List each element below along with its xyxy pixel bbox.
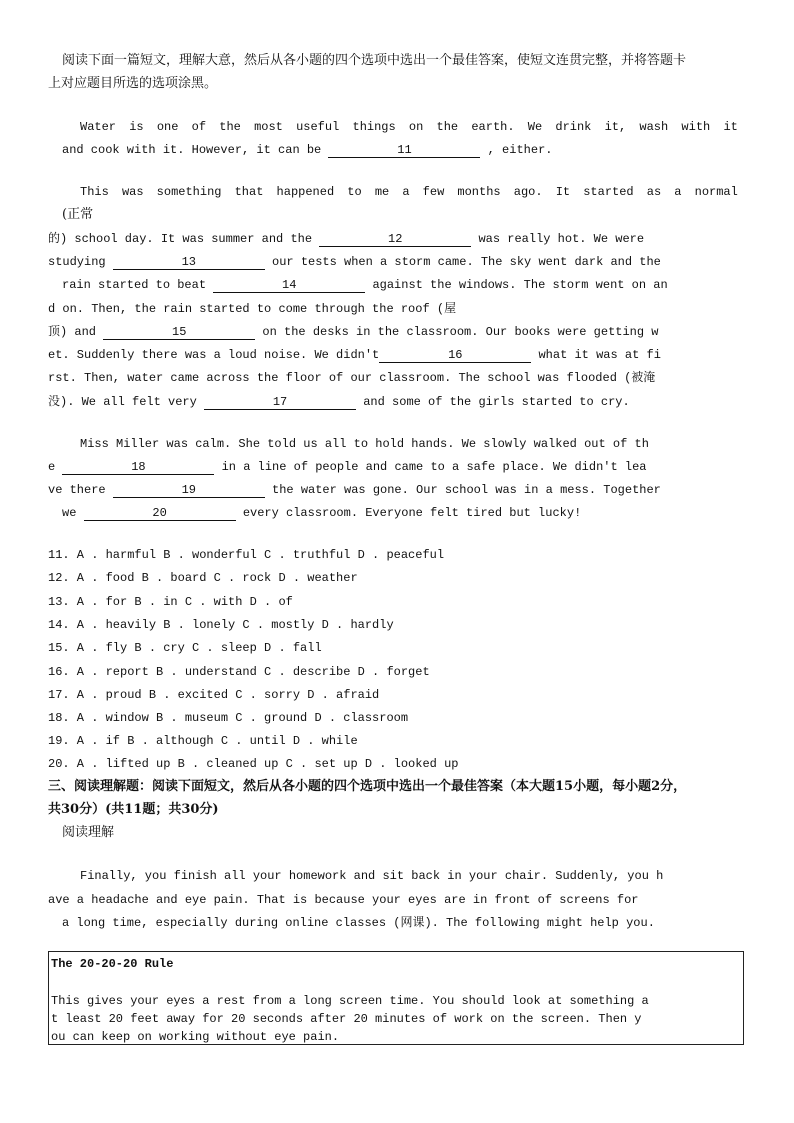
word: was [121, 185, 144, 199]
option-19: 19. A . if B . although C . until D . while [48, 734, 358, 748]
word: the [219, 120, 241, 134]
text-segment: 顶) and [48, 325, 97, 339]
blank-15: 15 [103, 325, 255, 340]
blank-12: 12 [319, 232, 471, 247]
word: as [646, 185, 662, 199]
option-18: 18. A . window B . museum C . ground D . classroom [48, 711, 409, 725]
word: useful [296, 120, 340, 134]
word: a [674, 185, 682, 199]
text-segment: was really hot. We were [478, 232, 645, 246]
word: it, [604, 120, 627, 134]
blank-20: 20 [84, 506, 236, 521]
word: of [191, 120, 207, 134]
cloze-p3-line-4 [62, 505, 581, 521]
cloze-p3-line-2 [48, 459, 646, 475]
blank-14: 14 [213, 278, 365, 293]
passage-line-3: a long time, especially during online classes (网课). The following might help you. [62, 916, 655, 930]
text-segment: in a line of people and came to a safe place. We didn't lea [221, 460, 647, 474]
passage-line-2: ave a headache and eye pain. That is because your eyes are in front of screens for [48, 893, 639, 907]
rule-box-title: The 20-20-20 Rule [51, 957, 174, 971]
word: months [457, 185, 501, 199]
cloze-p2-line-7 [48, 324, 659, 340]
word: ago. [513, 185, 543, 199]
word: happened [276, 185, 335, 199]
blank-17: 17 [204, 395, 356, 410]
option-13: 13. A . for B . in C . with D . of [48, 595, 293, 609]
text-segment: every classroom. Everyone felt tired but lucky! [242, 506, 582, 520]
cloze-p2-line-4 [48, 254, 661, 270]
option-17: 17. A . proud B . excited C . sorry D . afraid [48, 688, 380, 702]
word: wash [639, 120, 669, 134]
text-segment: the water was gone. Our school was in a mess. Together [272, 483, 661, 497]
word: few [422, 185, 445, 199]
text-segment: rain started to beat [62, 278, 207, 292]
blank-13: 13 [113, 255, 265, 270]
word: a [402, 185, 410, 199]
blank-16: 16 [379, 348, 531, 363]
word: This [80, 185, 109, 199]
cloze-p2-line-2: (正常 [62, 207, 94, 222]
text-segment: on the desks in the classroom. Our books were getting w [262, 325, 659, 339]
word: me [374, 185, 390, 199]
word: on [408, 120, 424, 134]
cloze-p2-line-10 [48, 394, 630, 410]
blank-18: 18 [62, 460, 214, 475]
word: is [129, 120, 144, 134]
blank-19: 19 [113, 483, 265, 498]
cloze-p2-line-5 [62, 277, 668, 293]
word: We [527, 120, 543, 134]
text-segment: 的) school day. It was summer and the [48, 232, 313, 246]
blank-11: 11 [328, 143, 480, 158]
text-segment: 没). We all felt very [48, 395, 197, 409]
word: that [234, 185, 264, 199]
option-14: 14. A . heavily B . lonely C . mostly D . hardly [48, 618, 394, 632]
option-16: 16. A . report B . understand C . describe D . forget [48, 665, 430, 679]
cloze-p2-line-9: rst. Then, water came across the floor of our classroom. The school was flooded (被淹 [48, 371, 656, 385]
word: with [681, 120, 711, 134]
section-3-subheading: 阅读理解 [62, 825, 115, 840]
word: something [156, 185, 222, 199]
text-segment: and some of the girls started to cry. [363, 395, 630, 409]
text-segment: what it was at fi [538, 348, 661, 362]
rule-box-line-1: This gives your eyes a rest from a long screen time. You should look at something a [51, 994, 649, 1008]
word: most [254, 120, 283, 134]
instructions-line-2: 上对应题目所选的选项涂黑。 [48, 76, 218, 91]
word: things [352, 120, 396, 134]
option-20: 20. A . lifted up B . cleaned up C . set up D . looked up [48, 757, 459, 771]
word: Water [80, 120, 117, 134]
text-segment: et. Suddenly there was a loud noise. We didn't [48, 348, 380, 362]
cloze-p3-line-3 [48, 482, 661, 498]
cloze-p1-line-2 [62, 142, 552, 158]
text-segment: and cook with it. However, it can be [62, 143, 322, 157]
rule-box-line-2: t least 20 feet away for 20 seconds after 20 minutes of work on the screen. Then y [51, 1012, 642, 1026]
cloze-p1-line-1 [80, 119, 738, 135]
text-segment: e [48, 460, 56, 474]
section-3-heading-line-1: 三、阅读理解题：阅读下面短文，然后从各小题的四个选项中选出一个最佳答案（本大题15小题，每小题2分， [48, 779, 687, 794]
passage-line-1: Finally, you finish all your homework and sit back in your chair. Suddenly, you h [80, 869, 664, 883]
section-3-heading-line-2: 共30分）(共11题；共30分) [48, 802, 219, 817]
option-15: 15. A . fly B . cry C . sleep D . fall [48, 641, 322, 655]
text-segment: , either. [487, 143, 553, 157]
word: It [555, 185, 571, 199]
word: the [436, 120, 459, 134]
word: to [347, 185, 362, 199]
cloze-p2-line-3 [48, 231, 644, 247]
cloze-p2-line-6: d on. Then, the rain started to come through the roof (屋 [48, 302, 457, 316]
text-segment: our tests when a storm came. The sky went dark and the [272, 255, 661, 269]
cloze-p3-line-1: Miss Miller was calm. She told us all to hold hands. We slowly walked out of th [80, 437, 649, 451]
word: normal [694, 185, 738, 199]
word: drink [555, 120, 592, 134]
cloze-p2-line-8 [48, 347, 661, 363]
cloze-p2-line-1 [80, 184, 738, 200]
option-11: 11. A . harmful B . wonderful C . truthful D . peaceful [48, 548, 445, 562]
word: started [583, 185, 634, 199]
word: one [156, 120, 179, 134]
text-segment: studying [48, 255, 106, 269]
text-segment: we [62, 506, 77, 520]
text-segment: ve there [48, 483, 106, 497]
instructions-line-1: 阅读下面一篇短文，理解大意，然后从各小题的四个选项中选出一个最佳答案，使短文连贯完整，并将答题卡 [62, 53, 687, 68]
text-segment: against the windows. The storm went on an [372, 278, 668, 292]
option-12: 12. A . food B . board C . rock D . weather [48, 571, 358, 585]
word: earth. [471, 120, 515, 134]
rule-box-line-3: ou can keep on working without eye pain. [51, 1030, 340, 1044]
word: it [723, 120, 738, 134]
